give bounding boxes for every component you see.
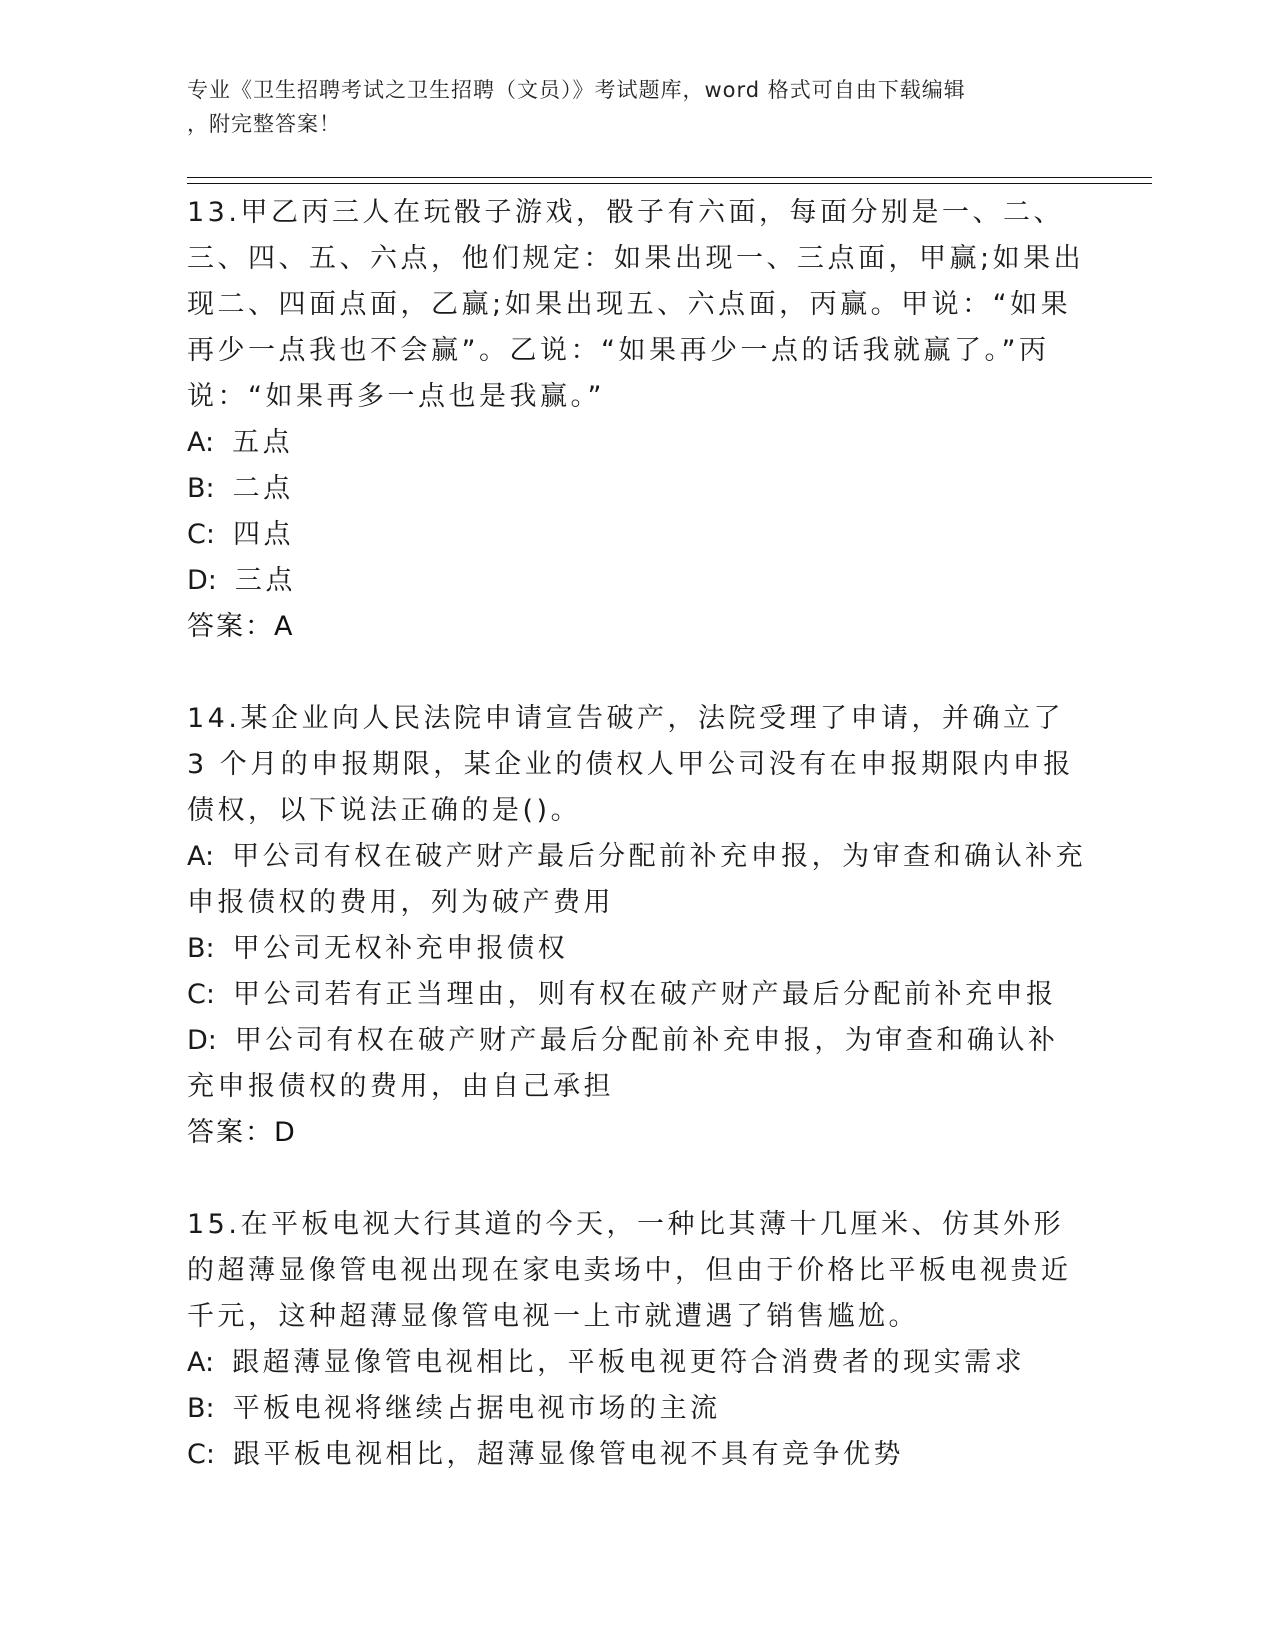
option-label: B: xyxy=(187,933,215,964)
option-text: 跟平板电视相比，超薄显像管电视不具有竞争优势 xyxy=(232,1439,904,1470)
question-list xyxy=(187,190,1087,1478)
question-14 xyxy=(187,696,1087,1156)
header-line-1: 专业《卫生招聘考试之卫生招聘（文员）》考试题库，word 格式可自由下载编辑 xyxy=(187,78,966,102)
header-divider-bottom xyxy=(187,183,1152,184)
option-text: 跟超薄显像管电视相比，平板电视更符合消费者的现实需求 xyxy=(232,1347,1026,1378)
option-b xyxy=(187,466,1087,512)
question-15 xyxy=(187,1202,1087,1478)
option-label: C: xyxy=(187,519,215,550)
option-a xyxy=(187,834,1087,926)
option-text: 平板电视将继续占据电视市场的主流 xyxy=(232,1393,721,1424)
option-label: B: xyxy=(187,1393,215,1424)
option-label: B: xyxy=(187,473,215,504)
option-text: 三点 xyxy=(234,565,296,596)
option-b xyxy=(187,1386,1087,1432)
question-stem: 13.甲乙丙三人在玩骰子游戏，骰子有六面，每面分别是一、二、三、四、五、六点，他们规定：如果出现一、三点面，甲赢;如果出现二、四面点面，乙赢;如果出现五、六点面，丙赢。甲说：“如果再少一点我也不会赢”。乙说：“如果再少一点的话我就赢了。”丙说：“如果再多一点也是我赢。” xyxy=(187,197,1085,412)
option-a xyxy=(187,1340,1087,1386)
header-line-2: ，附完整答案！ xyxy=(187,112,341,136)
option-text: 五点 xyxy=(232,427,294,458)
header-divider-top xyxy=(187,177,1152,178)
option-d xyxy=(187,558,1087,604)
option-text: 甲公司若有正当理由，则有权在破产财产最后分配前补充申报 xyxy=(232,979,1057,1010)
option-d xyxy=(187,1018,1087,1110)
page-header xyxy=(187,73,1067,141)
option-text: 四点 xyxy=(232,519,294,550)
option-label: A: xyxy=(187,427,215,458)
option-label: A: xyxy=(187,841,215,872)
option-label: D: xyxy=(187,565,217,596)
option-c xyxy=(187,1432,1087,1478)
answer-line: 答案：D xyxy=(187,1117,297,1148)
option-c xyxy=(187,972,1087,1018)
option-label: C: xyxy=(187,1439,215,1470)
option-text: 甲公司无权补充申报债权 xyxy=(232,933,569,964)
option-label: D: xyxy=(187,1025,217,1056)
option-text: 二点 xyxy=(232,473,294,504)
question-stem: 14.某企业向人民法院申请宣告破产，法院受理了申请，并确立了 3 个月的申报期限，某企业的债权人甲公司没有在申报期限内申报债权，以下说法正确的是()。 xyxy=(187,703,1074,826)
option-a xyxy=(187,420,1087,466)
option-text: 甲公司有权在破产财产最后分配前补充申报，为审查和确认补充申报债权的费用，列为破产费用 xyxy=(187,841,1087,918)
question-stem: 15.在平板电视大行其道的今天，一种比其薄十几厘米、仿其外形的超薄显像管电视出现在家电卖场中，但由于价格比平板电视贵近千元，这种超薄显像管电视一上市就遭遇了销售尴尬。 xyxy=(187,1209,1072,1332)
question-13 xyxy=(187,190,1087,650)
option-label: A: xyxy=(187,1347,215,1378)
option-b xyxy=(187,926,1087,972)
option-text: 甲公司有权在破产财产最后分配前补充申报，为审查和确认补充申报债权的费用，由自己承担 xyxy=(187,1025,1059,1102)
option-c xyxy=(187,512,1087,558)
answer-line: 答案：A xyxy=(187,611,295,642)
option-label: C: xyxy=(187,979,215,1010)
